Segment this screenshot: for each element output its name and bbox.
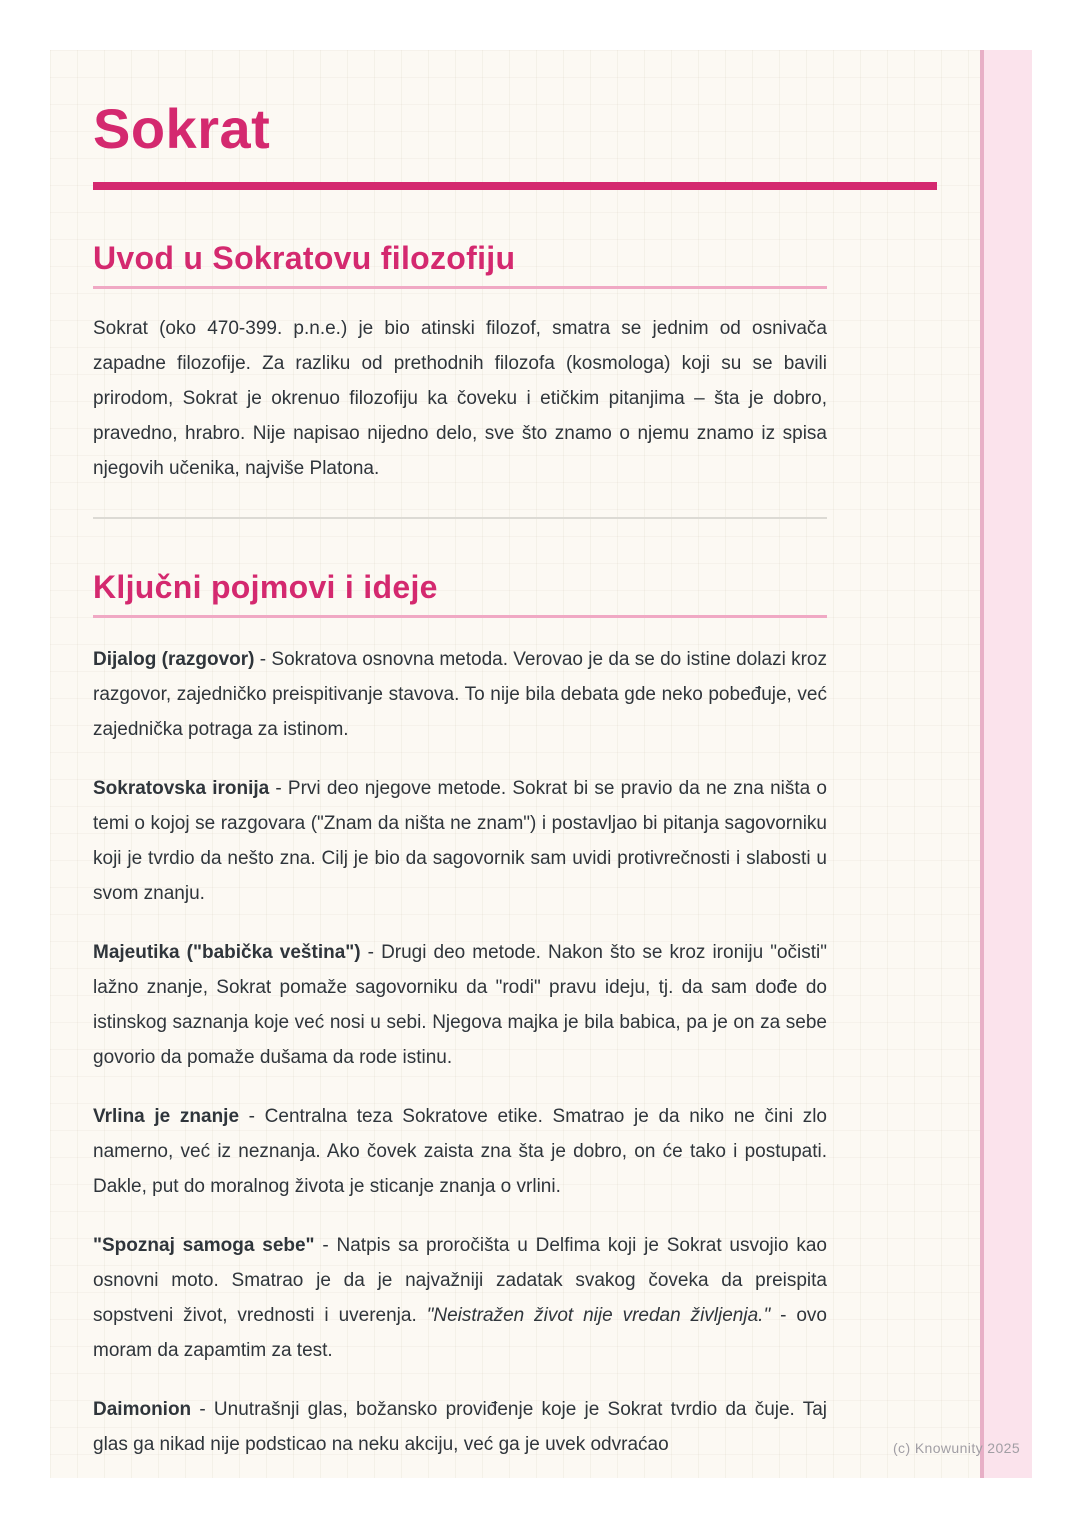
section-heading-key-concepts: Ključni pojmovi i ideje [93,569,438,605]
paragraph-text: - Centralna teza Sokratove etike. Smatrao je da niko ne čini zlo namerno, već iz neznanja. Ako čovek zaista zna šta je dobro, on će tako i postupati. Dakle, put do moralnog života je sticanje znanja o vrlini. [93,1106,827,1197]
page-title: Sokrat [93,97,271,160]
title-rule [93,182,937,190]
term-label: Sokratovska ironija [93,778,270,799]
concept-paragraph-spoznaj [93,1228,827,1368]
concept-paragraph-vrlina [93,1099,827,1204]
section-divider [93,517,827,519]
document-content [93,97,937,1462]
term-label: Vrlina je znanje [93,1106,240,1127]
paragraph-text: - Unutrašnji glas, božansko proviđenje koje je Sokrat tvrdio da čuje. Taj glas ga nikad nije podsticao na neku akciju, već ga je uvek odvraćao [93,1399,827,1455]
intro-paragraph [93,311,827,486]
section-intro [93,240,937,519]
concept-paragraph-ironija [93,771,827,911]
watermark: (c) Knowunity 2025 [893,1440,1021,1456]
paragraph-text: - Drugi deo metode. Nakon što se kroz ironiju "očisti" lažno znanje, Sokrat pomaže sagovorniku da "rodi" pravu ideju, tj. da sam dođe do istinskog saznanja koje već nosi u sebi. Njegova majka je bila babica, pa je on za sebe govorio da pomaže dušama da rode istinu. [93,942,827,1068]
section-heading-intro: Uvod u Sokratovu filozofiju [93,240,516,276]
paragraph-text: - Natpis sa proročišta u Delfima koji je Sokrat usvojio kao osnovni moto. Smatrao je da je najvažniji zadatak svakog čoveka da preispita sopstveni život, vrednosti i uverenja. [93,1235,827,1326]
concept-paragraph-majeutika [93,935,827,1075]
term-label: "Spoznaj samoga sebe" [93,1235,315,1256]
term-label: Majeutika ("babička veština") [93,942,361,963]
paragraph-text: - Prvi deo njegove metode. Sokrat bi se pravio da ne zna ništa o temi o kojoj se razgovara ("Znam da ništa ne znam") i postavljao bi pitanja sagovorniku koji je tvrdio da nešto zna. Cilj je bio da sagovornik sam uvidi protivrečnosti i slabosti u svom znanju. [93,778,828,904]
paragraph-text: - Sokratova osnovna metoda. Verovao je da se do istine dolazi kroz razgovor, zajedničko preispitivanje stavova. To nije bila debata gde neko pobeđuje, već zajednička potraga za istinom. [93,649,827,740]
heading-underline [93,286,827,289]
quote-italic: "Neistražen život nije vredan življenja." [426,1305,771,1326]
term-label: Dijalog (razgovor) [93,649,255,670]
term-label: Daimonion [93,1399,192,1420]
paragraph-text: - ovo moram da zapamtim za test. [93,1305,827,1361]
heading-underline [93,615,827,618]
accent-stripe [980,50,1032,1478]
concept-paragraph-dijalog [93,642,827,747]
concept-paragraph-daimonion [93,1392,827,1462]
page-sheet [50,50,1032,1478]
paragraph-text: Sokrat (oko 470-399. p.n.e.) je bio atinski filozof, smatra se jednim od osnivača zapadne filozofije. Za razliku od prethodnih filozofa (kosmologa) koji su se bavili prirodom, Sokrat je okrenuo filozofiju ka čoveku i etičkim pitanjima – šta je dobro, pravedno, hrabro. Nije napisao nijedno delo, sve što znamo o njemu znamo iz spisa njegovih učenika, najviše Platona. [93,318,827,479]
section-key-concepts [93,569,937,1462]
